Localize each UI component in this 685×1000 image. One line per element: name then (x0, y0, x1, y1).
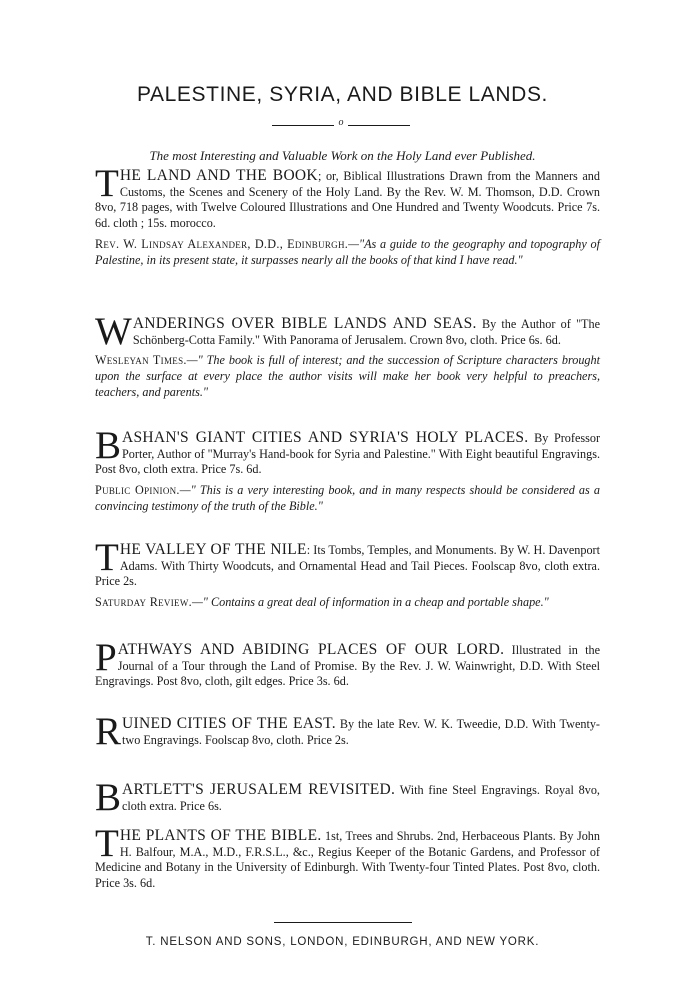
drop-cap: W (95, 310, 132, 353)
page-title: PALESTINE, SYRIA, AND BIBLE LANDS. (137, 83, 548, 106)
entry-title: HE LAND AND THE BOOK (119, 167, 318, 184)
ornament-rule-right (348, 125, 410, 126)
book-entry-bashan (95, 424, 600, 515)
book-entry-bartletts-jerusalem (95, 776, 600, 819)
drop-cap: T (95, 536, 119, 579)
entry-details: Illustrated in the Journal of a Tour through the Land of Promise. By the Rev. J. W. Wainwright, D.D. With Steel Engravings. Post 8vo, cloth, gilt edges. Price 3s. 6d. (95, 643, 600, 689)
publisher-imprint: T. NELSON AND SONS, LONDON, EDINBURGH, AND NEW YORK. (145, 936, 540, 948)
drop-cap: T (95, 822, 119, 865)
book-entry-land-and-the-book (95, 162, 600, 268)
drop-cap: B (95, 424, 122, 467)
entry-title: HE PLANTS OF THE BIBLE. (119, 827, 322, 844)
book-entry-pathways (95, 636, 600, 690)
entry-description (95, 636, 600, 690)
entry-description (95, 710, 600, 753)
entry-details: By Professor Porter, Author of "Murray's Hand-book for Syria and Palestine." With Eight beautiful Engravings. Post 8vo, cloth extra. Price 7s. 6d. (95, 431, 600, 477)
review-source: Public Opinion. (95, 483, 180, 498)
entry-title: HE VALLEY OF THE NILE (119, 541, 307, 558)
drop-cap: T (95, 162, 119, 205)
entry-description (95, 822, 600, 892)
entry-title: ASHAN'S GIANT CITIES AND SYRIA'S HOLY PLACES. (122, 429, 529, 446)
entry-details: 1st, Trees and Shrubs. 2nd, Herbaceous Plants. By John H. Balfour, M.A., M.D., F.R.S.L., &c., Regius Keeper of the Botanic Gardens, and Professor of Medicine and Botany in the University of Edinburgh. With Twenty-four Tinted Plates. Post 8vo, cloth. Price 3s. 6d. (95, 829, 600, 891)
review-text: —" The book is full of interest; and the succession of Scripture characters brought upon the surface at every place the author visits will make her book very helpful to preachers, teachers, and parents." (95, 353, 600, 399)
entry-details: By the Author of "The Schönberg-Cotta Family." With Panorama of Jerusalem. Crown 8vo, cloth. Price 6s. 6d. (132, 317, 600, 347)
entry-details: With fine Steel Engravings. Royal 8vo, cloth extra. Price 6s. (122, 783, 600, 813)
review-quote (95, 237, 600, 268)
entry-title: ANDERINGS OVER BIBLE LANDS AND SEAS. (132, 315, 477, 332)
entry-title: ARTLETT'S JERUSALEM REVISITED. (122, 781, 396, 798)
entry-description (95, 776, 600, 819)
review-quote (95, 595, 600, 611)
drop-cap: R (95, 710, 122, 753)
drop-cap: B (95, 776, 122, 819)
review-source: Saturday Review. (95, 595, 192, 610)
footer-divider (274, 922, 412, 923)
review-source: Wesleyan Times. (95, 353, 187, 368)
review-source: Rev. W. Lindsay Alexander, D.D., Edinburgh. (95, 236, 349, 251)
ornament-rule-left (272, 125, 334, 126)
entry-details: : Its Tombs, Temples, and Monuments. By W. H. Davenport Adams. With Thirty Woodcuts, and Ornamental Head and Tail Pieces. Foolscap 8vo, cloth extra. Price 2s. (95, 543, 600, 589)
entry-details: By the late Rev. W. K. Tweedie, D.D. With Twenty-two Engravings. Foolscap 8vo, cloth. Price 2s. (122, 717, 600, 747)
entry-description (95, 162, 600, 232)
entry-details: ; or, Biblical Illustrations Drawn from the Manners and Customs, the Scenes and Scenery of the Holy Land. By the Rev. W. M. Thomson, D.D. Crown 8vo, 718 pages, with Twelve Coloured Illustrations and One Hundred and Twenty Woodcuts. Price 7s. 6d. cloth ; 15s. morocco. (95, 169, 600, 231)
entry-description (95, 310, 600, 353)
book-entry-valley-of-the-nile (95, 536, 600, 611)
review-quote (95, 353, 600, 400)
entry-description (95, 536, 600, 590)
review-text: —" Contains a great deal of information in a cheap and portable shape." (191, 595, 549, 610)
ornament-glyph: o (338, 117, 344, 128)
entry-title: ATHWAYS AND ABIDING PLACES OF OUR LORD. (117, 641, 505, 658)
drop-cap: P (95, 636, 117, 679)
entry-description (95, 424, 600, 478)
book-entry-ruined-cities (95, 710, 600, 753)
review-quote (95, 483, 600, 514)
title-ornament (272, 119, 410, 131)
book-entry-wanderings (95, 310, 600, 401)
review-text: —" This is a very interesting book, and in many respects should be considered as a convincing testimony of the truth of the Bible." (95, 483, 600, 513)
entry-title: UINED CITIES OF THE EAST. (122, 715, 336, 732)
tagline: The most Interesting and Valuable Work on the Holy Land ever Published. (149, 148, 536, 163)
book-entry-plants-of-the-bible (95, 822, 600, 892)
review-text: —"As a guide to the geography and topography of Palestine, in its present state, it surpasses nearly all the books of that kind I have read." (95, 236, 600, 267)
